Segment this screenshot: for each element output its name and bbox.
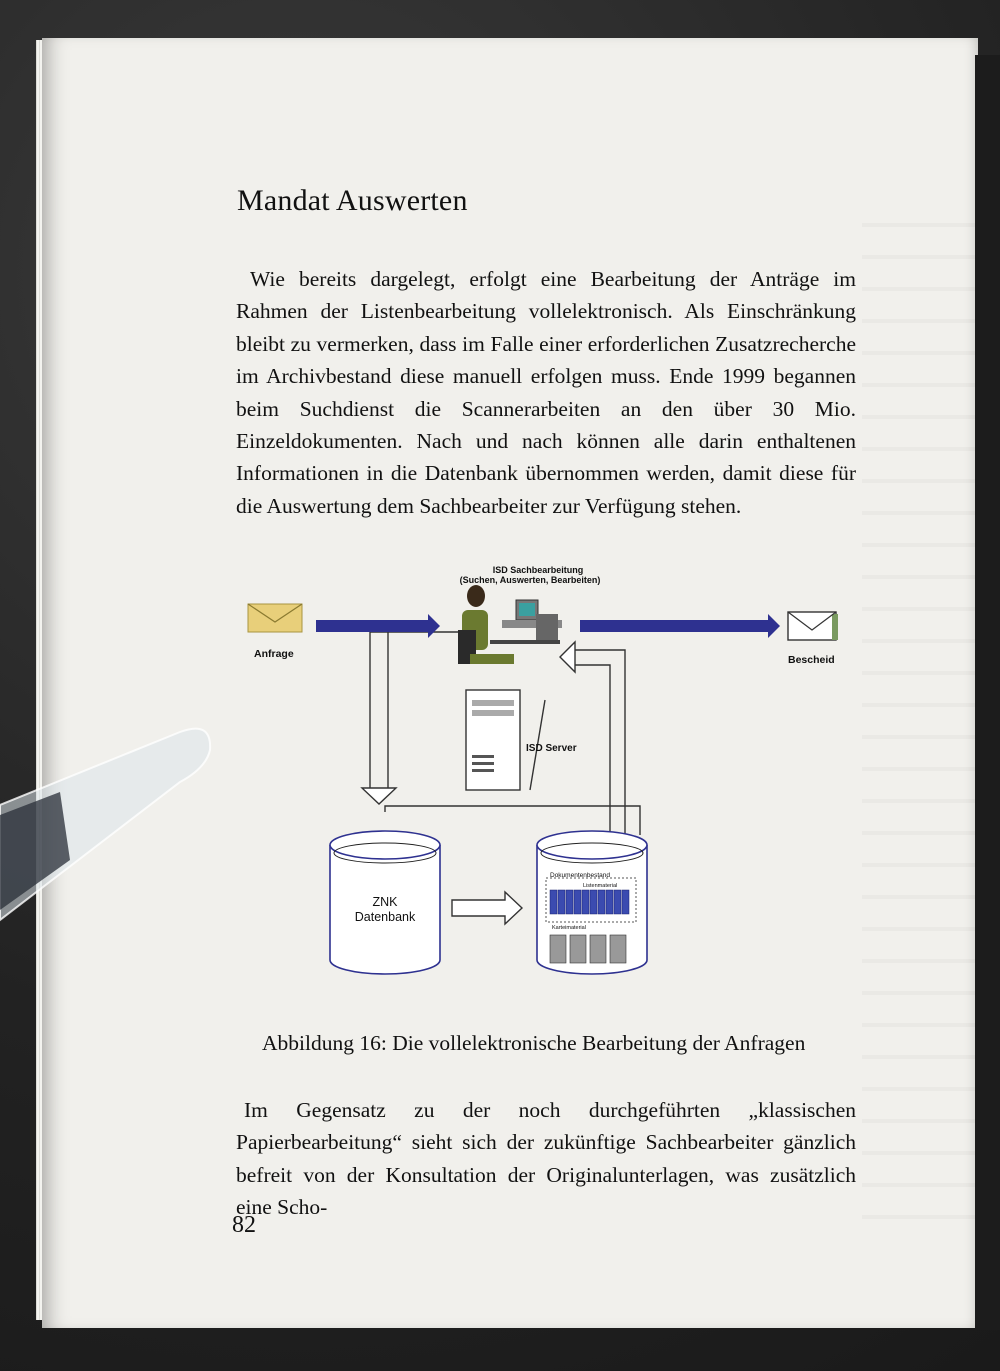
bescheid-envelope-icon bbox=[788, 612, 838, 640]
body-paragraph-1: Wie bereits dargelegt, erfolgt eine Bearbeitung der Anträge im Rahmen der Listenbearbeitung vollelektronisch. Als Einschränkung bleibt zu vermerken, dass im Falle einer erforderlichen Zusatzrecherche im Archivbestand diese manuell erfolgen muss. Ende 1999 begannen beim Suchdienst die Scannerarbeiten an den über 30 Mio. Einzeldokumenten. Nach und nach können alle darin enthaltenen Informationen in die Datenbank übernommen werden, damit diese für die Auswertung dem Sachbearbeiter zur Verfügung stehen. bbox=[236, 267, 856, 518]
diagram-title: ISD Sachbearbeitung bbox=[492, 565, 584, 575]
show-through-text bbox=[862, 223, 982, 1223]
diagram-subtitle: (Suchen, Auswerten, Bearbeiten) bbox=[459, 575, 601, 585]
arrow-down-znk bbox=[362, 788, 396, 804]
body-paragraph-2: Im Gegensatz zu der noch durchgeführten „klassischen Papierbearbeitung“ sieht sich der zukünftige Sachbearbeiter gänzlich befreit von der Konsultation der Originalunterlagen, was zusätzlich eine Scho- bbox=[236, 1098, 856, 1220]
background-strip bbox=[975, 55, 1000, 1330]
clerk-at-computer-icon bbox=[458, 585, 562, 664]
znk-database-label bbox=[330, 895, 440, 925]
server-label: ISD Server bbox=[526, 743, 577, 754]
line-to-znk bbox=[370, 632, 460, 788]
diagram-graphics bbox=[240, 560, 860, 990]
line-to-person bbox=[575, 650, 625, 835]
anfrage-label: Anfrage bbox=[254, 648, 294, 660]
bescheid-label: Bescheid bbox=[788, 654, 835, 666]
page-number: 82 bbox=[232, 1212, 256, 1238]
workflow-diagram bbox=[240, 560, 860, 990]
arrow-left-person bbox=[560, 642, 575, 672]
page-holder-tool bbox=[0, 720, 220, 930]
outgoing-arrow bbox=[580, 614, 780, 638]
znk-label-line1: ZNK bbox=[372, 895, 398, 909]
arrow-znk-to-docs bbox=[452, 892, 522, 924]
anfrage-envelope-icon bbox=[248, 604, 302, 632]
section-heading: Mandat Auswerten bbox=[237, 184, 468, 217]
document-archive-icon bbox=[537, 831, 647, 974]
server-tower-icon bbox=[466, 690, 520, 790]
dokumentenbestand-label: Dokumentenbestand bbox=[550, 872, 610, 879]
figure-caption: Abbildung 16: Die vollelektronische Bearbeitung der Anfragen bbox=[262, 1031, 806, 1055]
znk-label-line2: Datenbank bbox=[354, 910, 416, 924]
listenmaterial-label: Listenmaterial bbox=[583, 883, 618, 889]
incoming-arrow bbox=[316, 614, 440, 638]
karteimaterial-label: Karteimaterial bbox=[552, 925, 586, 931]
